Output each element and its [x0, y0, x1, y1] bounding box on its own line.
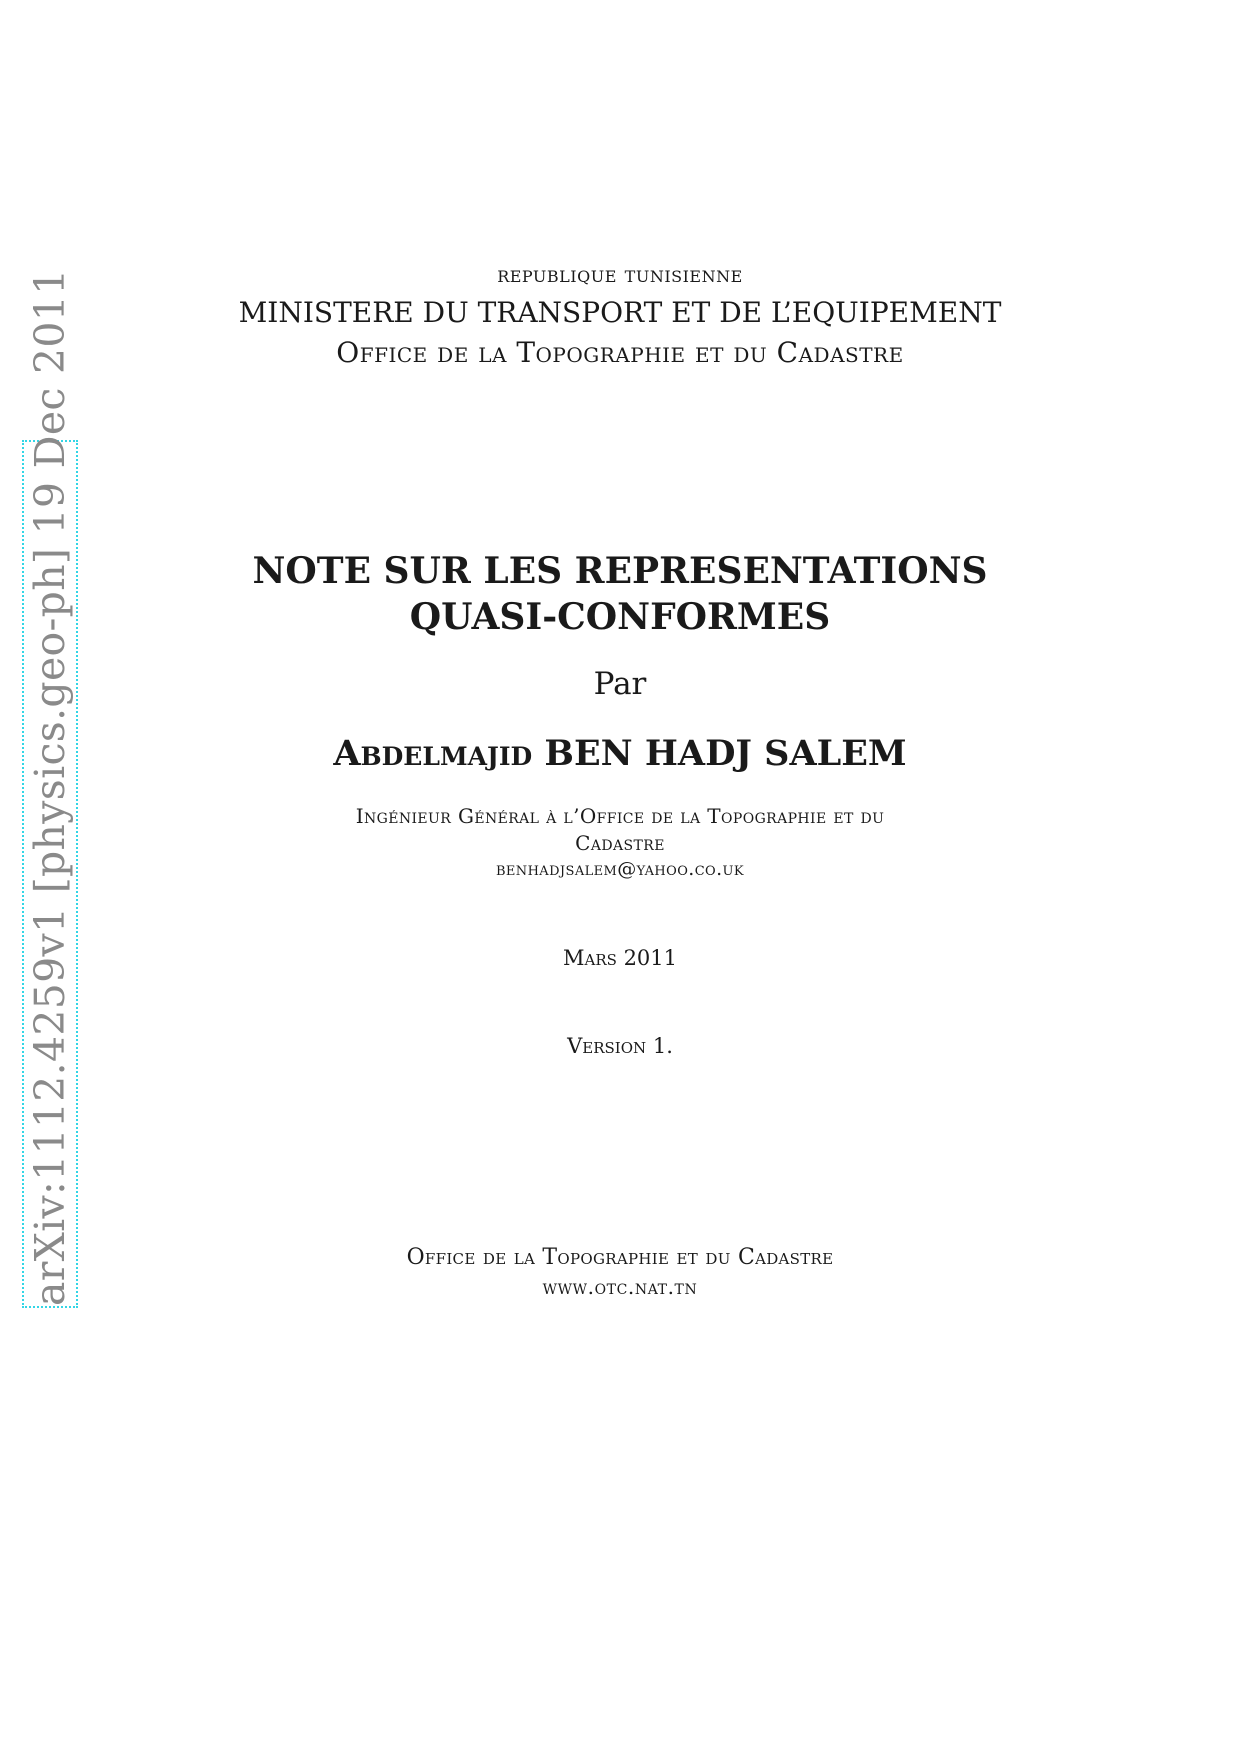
document-date: Mars 2011 [562, 946, 678, 970]
header-country: republique tunisienne [497, 262, 743, 288]
author-affiliation [0, 803, 1240, 857]
title-line-1: NOTE SUR LES REPRESENTATIONS [252, 550, 988, 592]
author-email: benhadjsalem@yahoo.co.uk [495, 858, 745, 880]
document-version: Version 1. [567, 1034, 673, 1058]
arxiv-stamp: arXiv:1112.4259v1 [physics.geo-ph] 19 Dec 2011 [26, 268, 74, 1306]
document-title [0, 548, 1240, 640]
affiliation-line-2: Cadastre [575, 831, 665, 855]
author-given-name: Abdelmajid [333, 733, 533, 774]
footer-office: Office de la Topographie et du Cadastre [406, 1245, 834, 1270]
footer-website: www.otc.nat.tn [542, 1275, 698, 1299]
author-name [0, 733, 1240, 774]
header-ministry: MINISTERE DU TRANSPORT ET DE L’EQUIPEMENT [238, 296, 1002, 329]
title-line-2: QUASI-CONFORMES [409, 596, 831, 638]
by-label: Par [593, 666, 647, 702]
affiliation-line-1: Ingénieur Général à l’Office de la Topographie et du [355, 804, 885, 828]
header-office: Office de la Topographie et du Cadastre [336, 336, 904, 369]
author-family-name: BEN HADJ SALEM [544, 733, 907, 774]
